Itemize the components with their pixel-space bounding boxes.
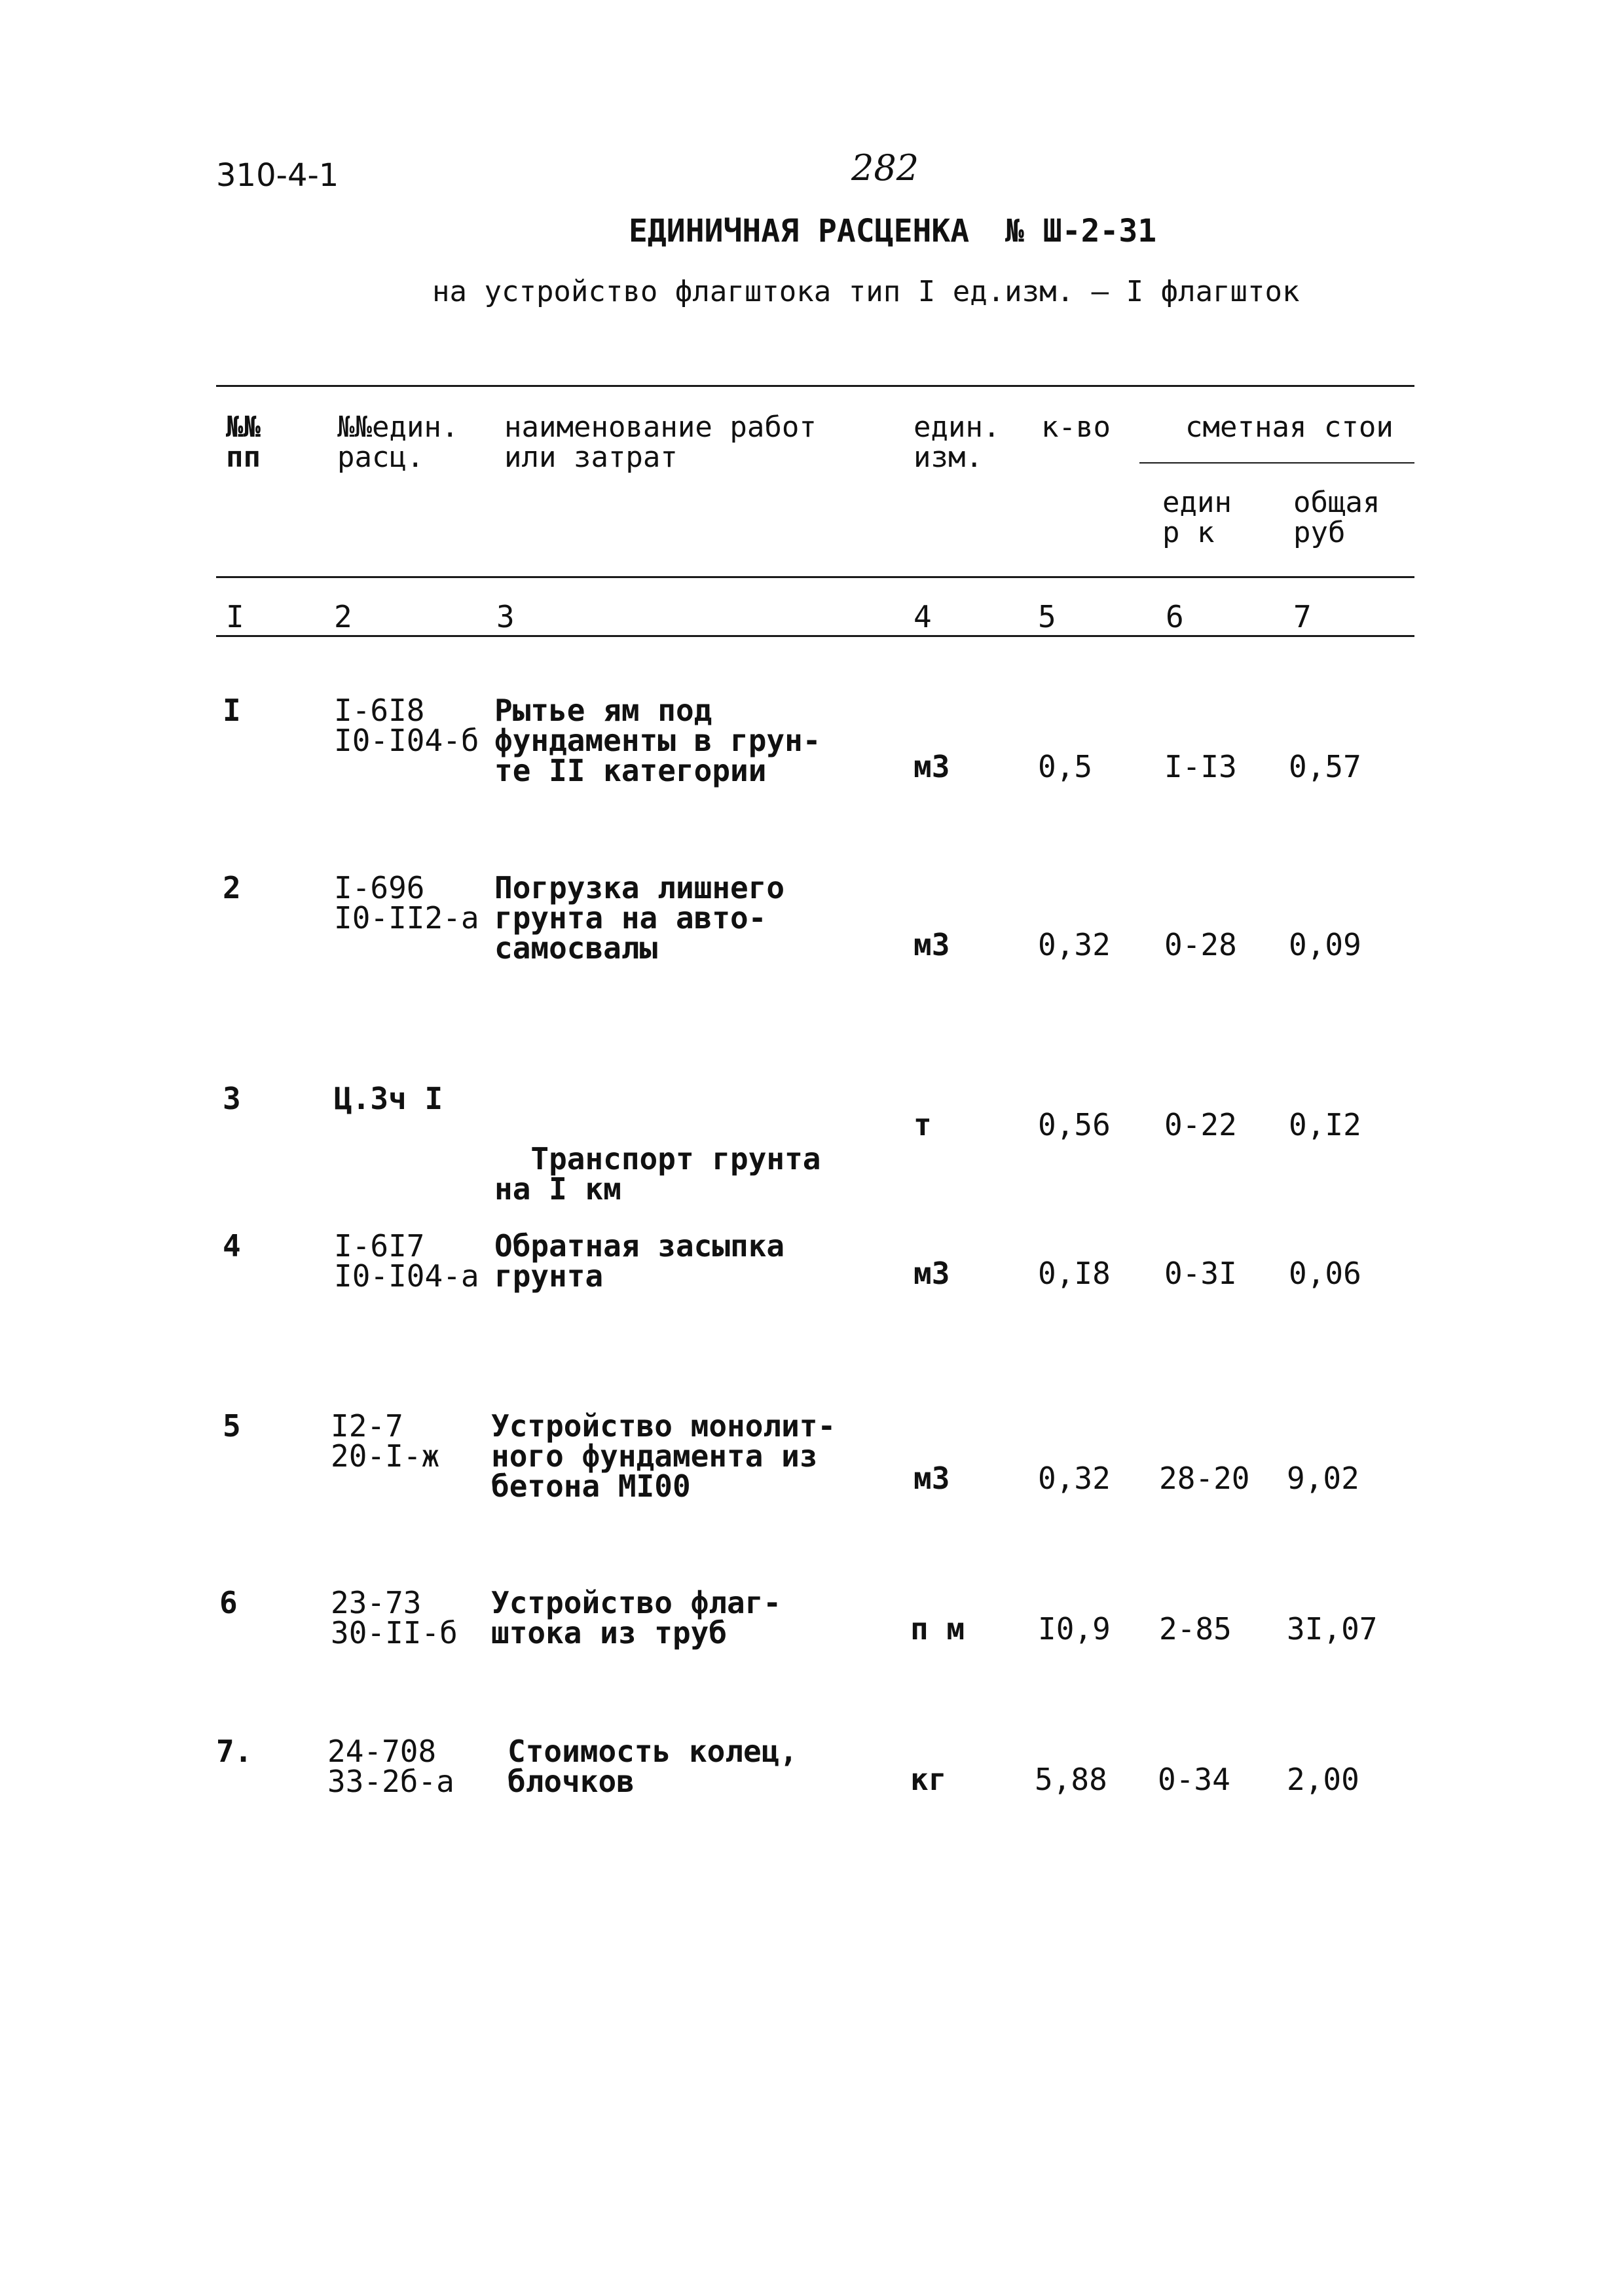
total-cost: 0,09 [1289, 927, 1361, 962]
unit: кг [910, 1762, 947, 1797]
document-number: № Ш-2-31 [1005, 213, 1157, 249]
header-total-cost: общая руб [1293, 486, 1380, 549]
document-subtitle: на устройство флагштока тип I ед.изм. – I флагшток [432, 275, 1300, 308]
total-cost: 0,57 [1289, 749, 1361, 784]
column-number: I [226, 599, 244, 634]
total-cost: 2,00 [1287, 1762, 1359, 1797]
rate-code: 24-708 33-2б-а [327, 1734, 454, 1799]
rate-code: Ц.3ч I [334, 1081, 443, 1116]
row-number: I [223, 693, 241, 728]
unit: м3 [913, 749, 950, 784]
rate-code: I-6I8 I0-I04-б [334, 693, 479, 758]
unit: м3 [913, 1256, 950, 1291]
header-unit-price: един р к [1162, 486, 1232, 549]
quantity: 0,32 [1038, 927, 1111, 962]
column-number: 5 [1038, 599, 1056, 634]
rate-code: 23-73 30-II-б [331, 1585, 458, 1650]
document-code: 310-4-1 [216, 157, 339, 194]
header-unit: един. изм. [913, 410, 1001, 474]
header-estimated-cost: сметная стои [1185, 412, 1393, 443]
total-cost: 0,I2 [1289, 1107, 1361, 1142]
unit-price: I-I3 [1164, 749, 1237, 784]
header-quantity: к-во [1041, 410, 1111, 444]
unit-price: 0-34 [1158, 1762, 1230, 1797]
header-row-number: №№ пп [226, 410, 261, 474]
unit-price: 0-22 [1164, 1107, 1237, 1142]
header-bottom-rule [216, 576, 1414, 578]
quantity: 0,32 [1038, 1461, 1111, 1496]
quantity: I0,9 [1038, 1611, 1111, 1647]
table-top-rule [216, 385, 1414, 387]
column-number: 2 [334, 599, 352, 634]
total-cost: 9,02 [1287, 1461, 1359, 1496]
unit: т [913, 1107, 932, 1142]
quantity: 5,88 [1035, 1762, 1107, 1797]
header-rate-code: №№един. расц. [337, 410, 459, 474]
header-work-name: наименование работ или затрат [504, 410, 817, 474]
work-name: Обратная засыпка грунта [494, 1228, 785, 1294]
rate-code: I-696 I0-II2-а [334, 870, 479, 936]
total-cost: 3I,07 [1287, 1611, 1378, 1647]
unit-price: 0-3I [1164, 1256, 1237, 1291]
work-name: Транспорт грунта на I км [494, 1141, 821, 1207]
work-name: Стоимость колец, блочков [507, 1734, 798, 1799]
row-number: 6 [219, 1585, 238, 1620]
rate-code: I-6I7 I0-I04-а [334, 1228, 479, 1294]
quantity: 0,I8 [1038, 1256, 1111, 1291]
column-number: 4 [913, 599, 932, 634]
row-number: 5 [223, 1408, 241, 1444]
unit: м3 [913, 927, 950, 962]
document-title: ЕДИНИЧНАЯ РАСЦЕНКА [629, 213, 970, 249]
column-number: 6 [1166, 599, 1184, 634]
quantity: 0,5 [1038, 749, 1093, 784]
unit: м3 [913, 1461, 950, 1496]
page-number: 282 [851, 147, 919, 189]
row-number: 7. [216, 1734, 253, 1769]
unit-price: 2-85 [1159, 1611, 1232, 1647]
row-number: 2 [223, 870, 241, 905]
row-number: 4 [223, 1228, 241, 1264]
work-name: Погрузка лишнего грунта на авто- самосвалы [494, 870, 785, 966]
rate-code: I2-7 20-I-ж [331, 1408, 440, 1474]
work-name: Устройство монолит- ного фундамента из бетона МI00 [491, 1408, 836, 1504]
row-number: 3 [223, 1081, 241, 1116]
unit-price: 0-28 [1164, 927, 1237, 962]
cost-group-rule [1139, 462, 1414, 464]
column-number: 7 [1293, 599, 1312, 634]
unit: п м [910, 1611, 965, 1647]
column-number-rule [216, 635, 1414, 637]
work-name: Устройство флаг- штока из труб [491, 1585, 782, 1650]
work-name: Рытье ям под фундаменты в грун- те II категории [494, 693, 821, 788]
quantity: 0,56 [1038, 1107, 1111, 1142]
unit-price: 28-20 [1159, 1461, 1250, 1496]
column-number: 3 [496, 599, 515, 634]
total-cost: 0,06 [1289, 1256, 1361, 1291]
